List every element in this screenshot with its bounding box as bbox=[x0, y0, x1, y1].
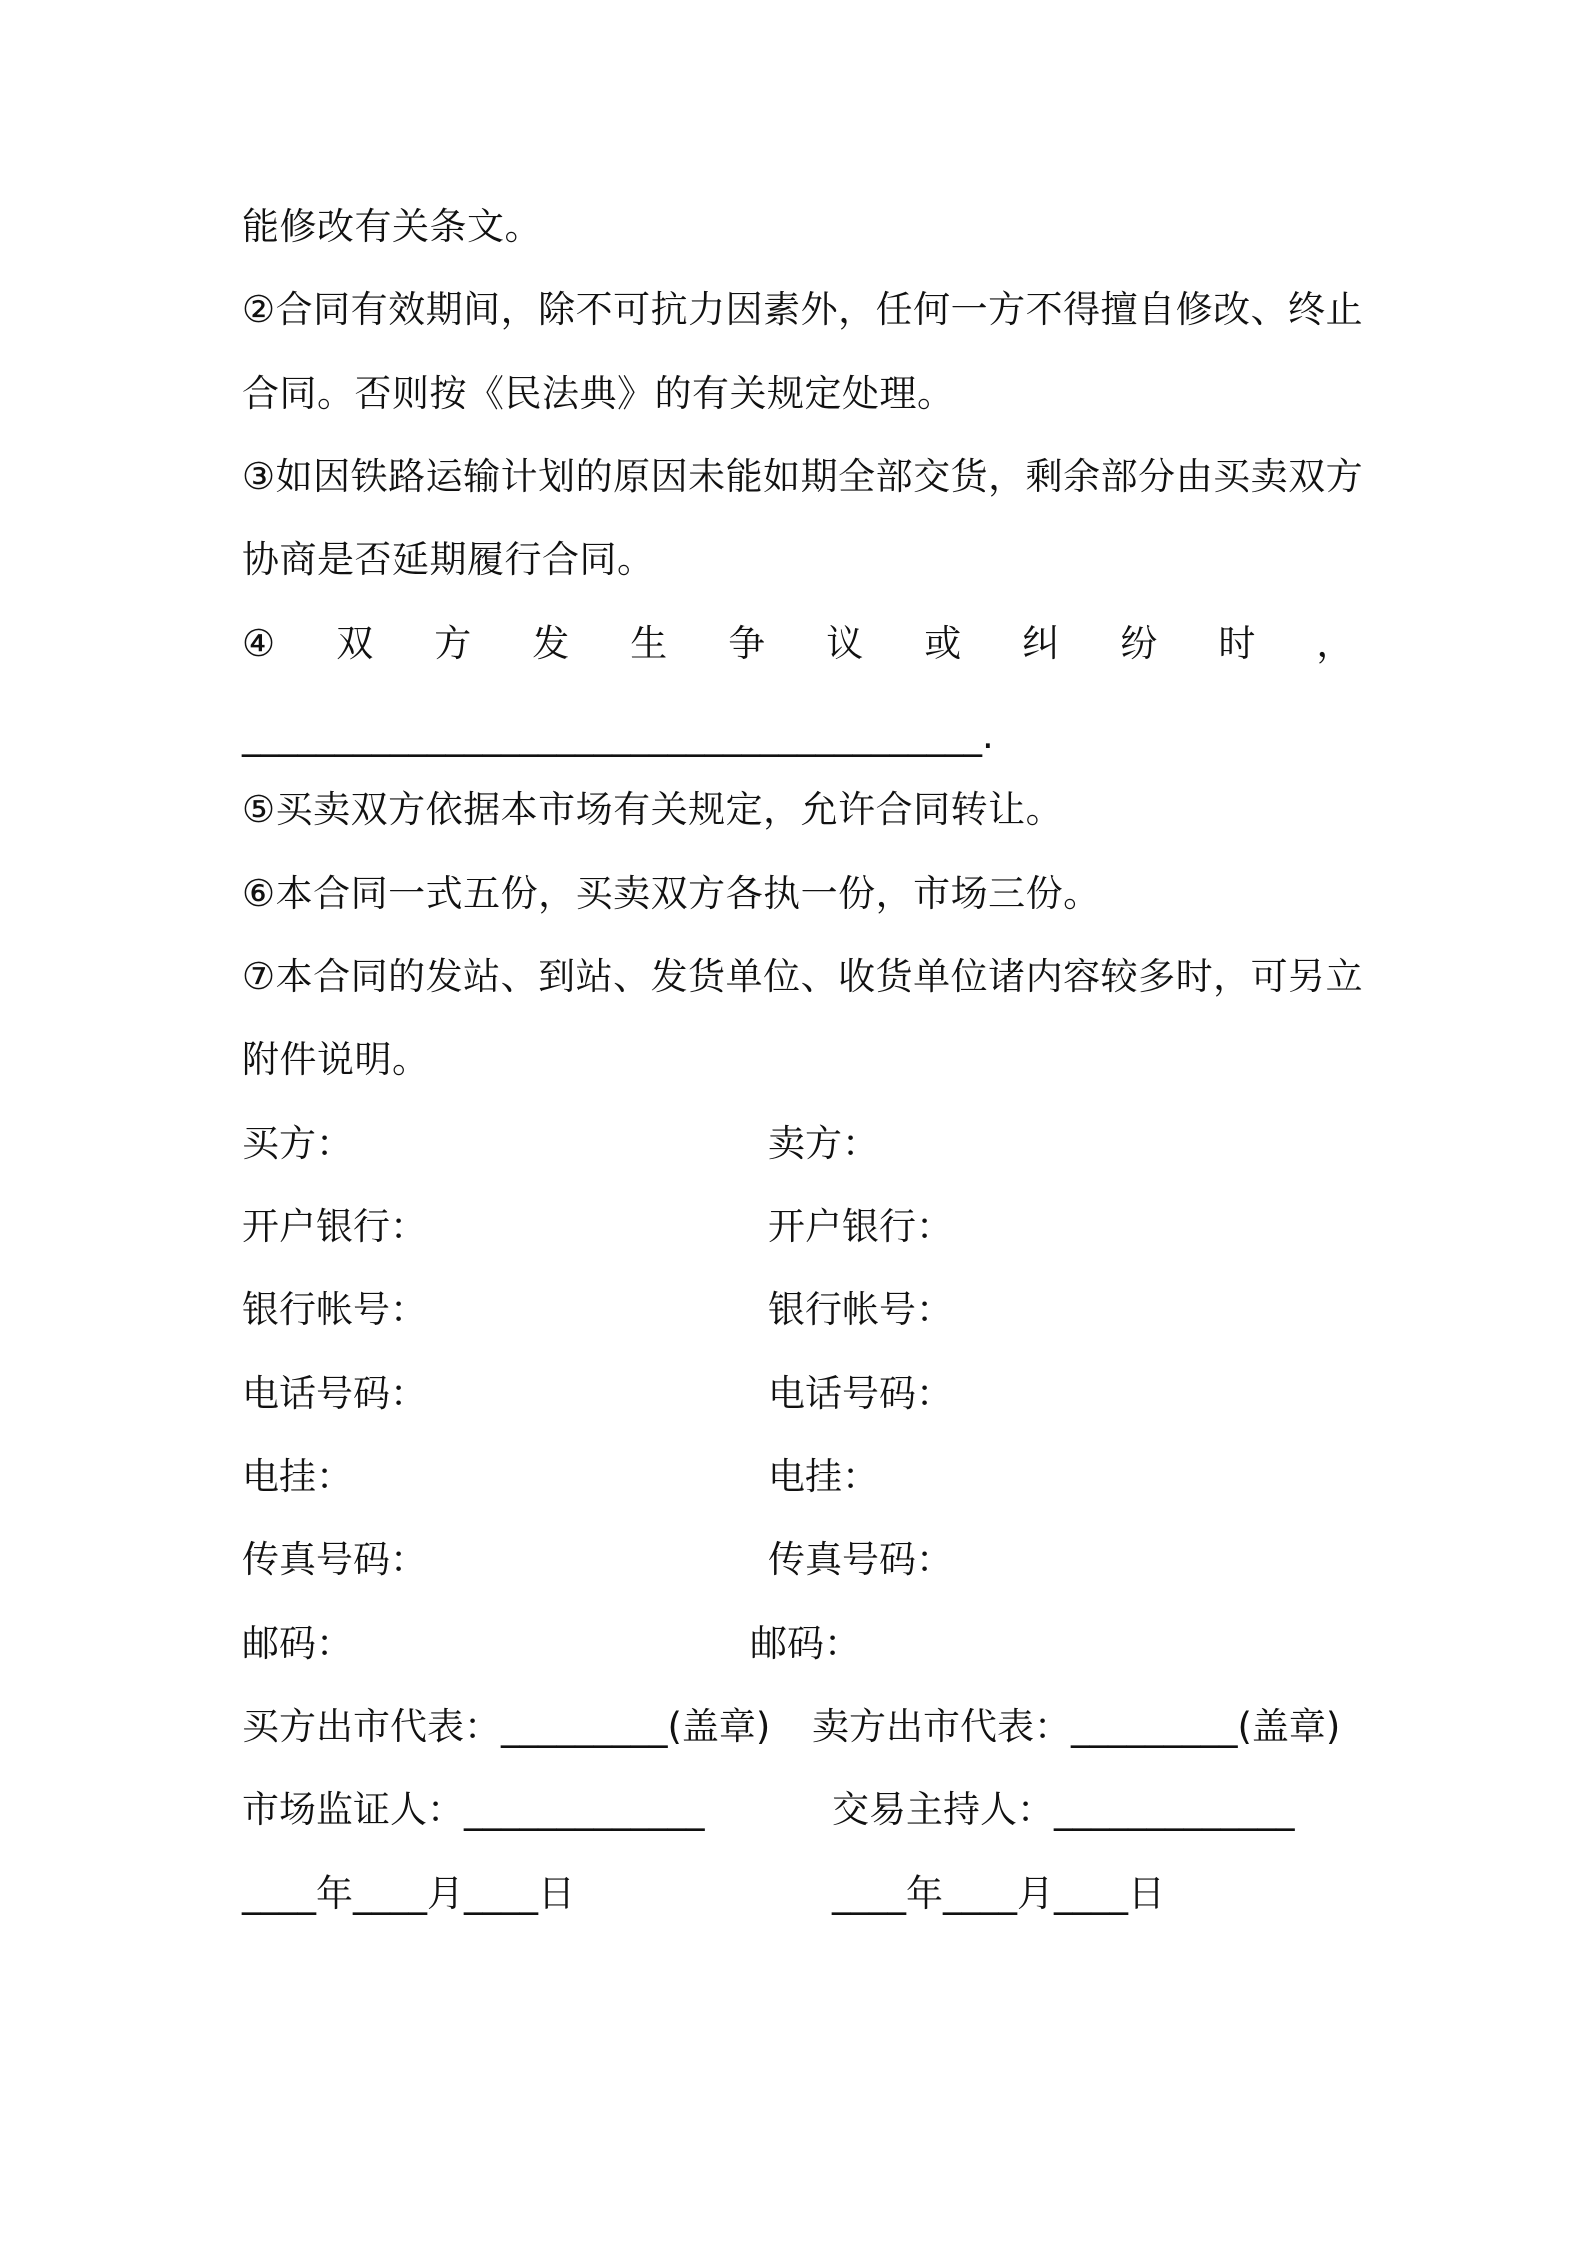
paragraph-line: 能修改有关条文。 bbox=[242, 205, 542, 248]
char: 方 bbox=[434, 622, 472, 665]
buyer-account-label: 银行帐号： bbox=[242, 1288, 427, 1331]
paragraph-line: 附件说明。 bbox=[242, 1038, 430, 1081]
char: 生 bbox=[630, 622, 668, 665]
char: 发 bbox=[532, 622, 570, 665]
char: 纷 bbox=[1120, 622, 1158, 665]
char: 争 bbox=[728, 622, 766, 665]
char: 纠 bbox=[1022, 622, 1060, 665]
seller-label: 卖方： bbox=[768, 1122, 879, 1165]
seller-telegraph-label: 电挂： bbox=[768, 1455, 879, 1498]
date-line-left: ____年____月____日 bbox=[242, 1872, 575, 1915]
buyer-bank-label: 开户银行： bbox=[242, 1205, 427, 1248]
justified-paragraph-line bbox=[242, 620, 1354, 668]
char: ， bbox=[1316, 622, 1354, 665]
char: 时 bbox=[1218, 622, 1256, 665]
market-witness-line: 市场监证人：_____________ bbox=[242, 1788, 705, 1831]
seller-account-label: 银行帐号： bbox=[768, 1288, 953, 1331]
paragraph-line: ③如因铁路运输计划的原因未能如期全部交货，剩余部分由买卖双方 bbox=[242, 455, 1364, 498]
seller-phone-label: 电话号码： bbox=[768, 1372, 953, 1415]
seller-postcode-label: 邮码： bbox=[750, 1622, 861, 1665]
buyer-fax-label: 传真号码： bbox=[242, 1538, 427, 1581]
buyer-representative-line: 买方出市代表：_________(盖章) bbox=[242, 1705, 771, 1748]
buyer-postcode-label: 邮码： bbox=[242, 1622, 353, 1665]
char: 双 bbox=[336, 622, 374, 665]
paragraph-line: ⑦本合同的发站、到站、发货单位、收货单位诸内容较多时，可另立 bbox=[242, 955, 1364, 998]
seller-fax-label: 传真号码： bbox=[768, 1538, 953, 1581]
paragraph-line: ⑤买卖双方依据本市场有关规定，允许合同转让。 bbox=[242, 788, 1064, 831]
buyer-phone-label: 电话号码： bbox=[242, 1372, 427, 1415]
trade-host-line: 交易主持人：_____________ bbox=[832, 1788, 1295, 1831]
buyer-telegraph-label: 电挂： bbox=[242, 1455, 353, 1498]
char: 议 bbox=[826, 622, 864, 665]
paragraph-line: ⑥本合同一式五份，买卖双方各执一份，市场三份。 bbox=[242, 872, 1101, 915]
paragraph-line: 协商是否延期履行合同。 bbox=[242, 538, 655, 581]
seller-representative-line: 卖方出市代表：_________(盖章) bbox=[812, 1705, 1341, 1748]
paragraph-line: ②合同有效期间，除不可抗力因素外，任何一方不得擅自修改、终止 bbox=[242, 288, 1364, 331]
char: 或 bbox=[924, 622, 962, 665]
blank-fill-line: ________________________________________. bbox=[242, 714, 994, 757]
date-line-right: ____年____月____日 bbox=[832, 1872, 1165, 1915]
paragraph-line: 合同。否则按《民法典》的有关规定处理。 bbox=[242, 372, 955, 415]
seller-bank-label: 开户银行： bbox=[768, 1205, 953, 1248]
buyer-label: 买方： bbox=[242, 1122, 353, 1165]
char: ④ bbox=[242, 622, 276, 665]
